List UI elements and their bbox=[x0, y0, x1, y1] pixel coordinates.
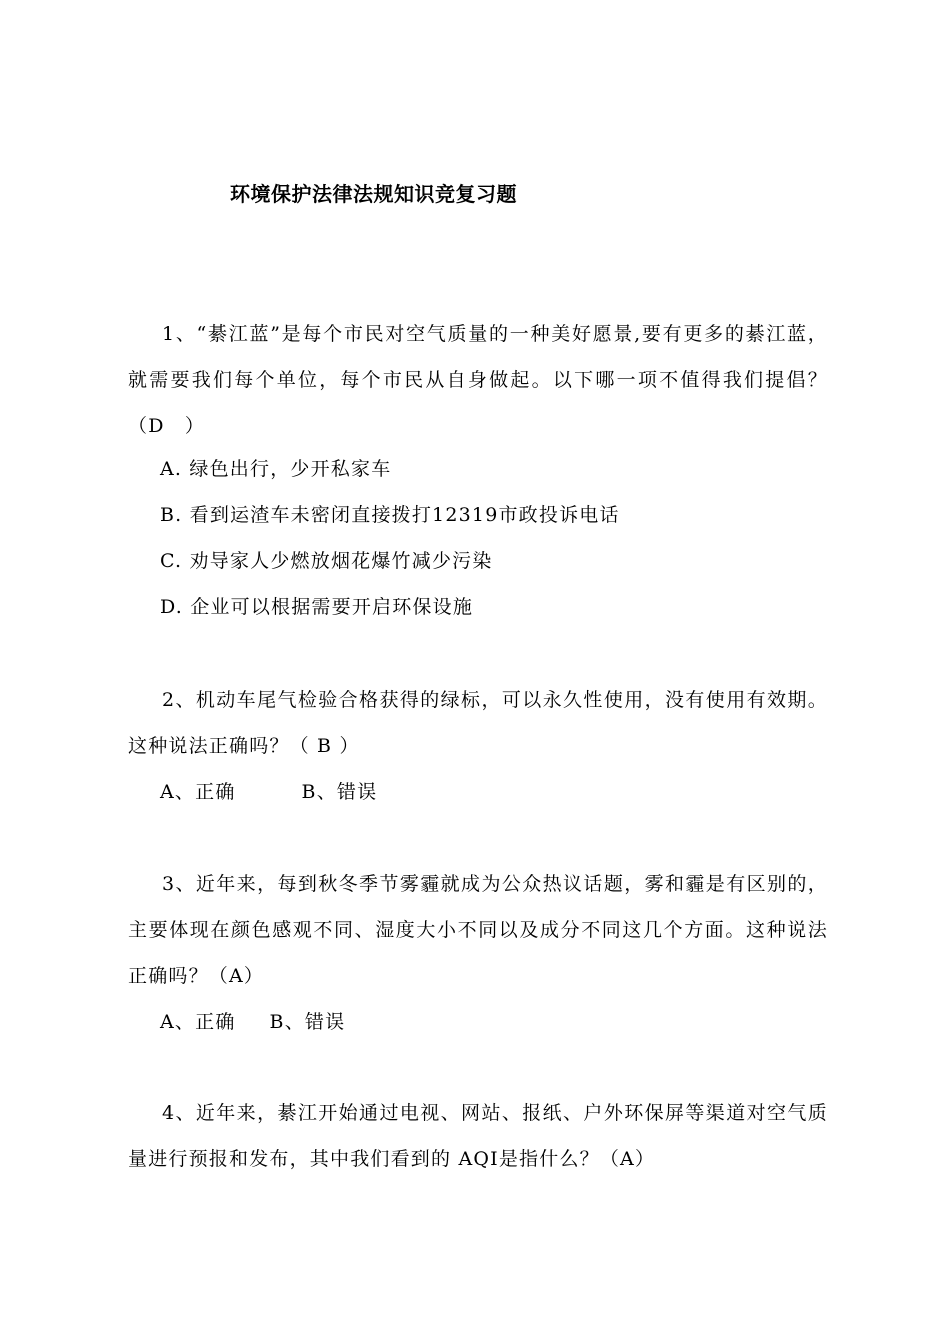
question-2-option-a: A、正确 bbox=[160, 781, 236, 803]
question-1-option-b: B. 看到运渣车未密闭直接拨打12319市政投诉电话 bbox=[160, 504, 620, 526]
document-title: 环境保护法律法规知识竞复习题 bbox=[230, 182, 517, 206]
question-4-stem: 4、近年来，綦江开始通过电视、网站、报纸、户外环保屏等渠道对空气质量进行预报和发布，其中我们看到的 AQI是指什么？（A） bbox=[128, 1102, 828, 1170]
question-2-option-b: B、错误 bbox=[301, 781, 378, 803]
question-3-option-b: B、错误 bbox=[269, 1011, 346, 1033]
question-1-option-d: D. 企业可以根据需要开启环保设施 bbox=[160, 596, 474, 618]
question-1-option-a: A. 绿色出行，少开私家车 bbox=[160, 458, 392, 480]
question-1-stem: 1、“綦江蓝”是每个市民对空气质量的一种美好愿景,要有更多的綦江蓝，就需要我们每个单位，每个市民从自身做起。以下哪一项不值得我们提倡？（D ） bbox=[128, 323, 828, 437]
question-2-stem: 2、机动车尾气检验合格获得的绿标，可以永久性使用，没有使用有效期。这种说法正确吗？（ B ） bbox=[128, 689, 828, 757]
question-1-option-c: C. 劝导家人少燃放烟花爆竹减少污染 bbox=[160, 550, 493, 572]
question-3-option-a: A、正确 bbox=[160, 1011, 236, 1033]
question-2-options bbox=[160, 769, 377, 815]
question-3-stem: 3、近年来，每到秋冬季节雾霾就成为公众热议话题，雾和霾是有区别的，主要体现在颜色感观不同、湿度大小不同以及成分不同这几个方面。这种说法正确吗？（A） bbox=[128, 873, 828, 987]
question-3-options bbox=[160, 999, 345, 1045]
